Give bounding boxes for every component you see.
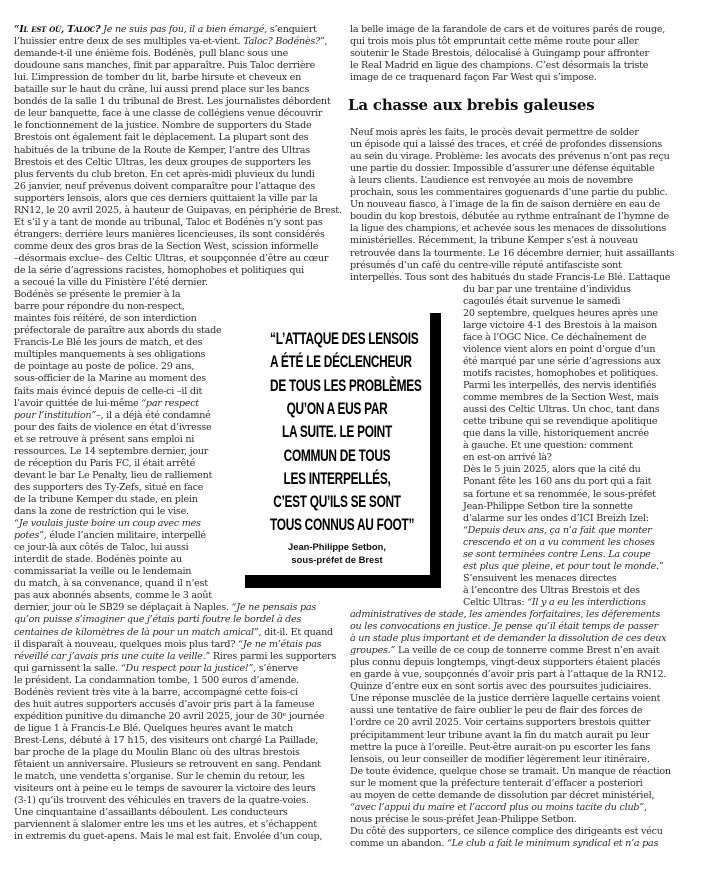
text-run: le fonctionnement de la justice. Nombre de supporters du Stade <box>14 120 312 132</box>
text-line <box>14 410 211 422</box>
text-line <box>14 373 206 385</box>
pull-quote-line: TOUS CONNUS AU FOOT” <box>270 516 415 535</box>
text-run: sous-officier de la Marine au moment des <box>14 373 206 385</box>
text-line <box>350 754 650 766</box>
text-run: doudoune sans manches, finit par apparaître. Puis Taloc derrière <box>14 60 316 72</box>
text-run: nous précise le sous-préfet Jean-Philippe Setbon. <box>350 813 577 825</box>
text-line <box>14 108 322 120</box>
text-run: Quinze d’entre eux en sont sortis avec des poursuites judiciaires. <box>350 681 652 693</box>
text-line <box>463 356 661 368</box>
text-run: et se retrouve à présent sans emploi ni <box>14 433 195 445</box>
text-line <box>14 36 327 48</box>
text-run: barre pour répondre du non-respect, <box>14 301 185 313</box>
text-run: –, il a déjà été condamné <box>96 409 211 421</box>
pull-quote-line: COMMUN DE TOUS <box>283 446 391 465</box>
text-run: la ligue des champions, et achevée sous les menaces de dissolutions <box>350 223 666 235</box>
text-run: étrangers: derrière leurs manières licencieuses, ils sont considérés <box>14 228 325 240</box>
italic-quote: “Le club a fait le minimum syndical et n’a pas <box>446 837 659 849</box>
text-run: face à l’OGC Nice. Ce déchaînement de <box>463 331 647 343</box>
text-run: de ligue 1 à Francis-Le Blé. Quelques heures avant le match <box>14 722 293 734</box>
text-run: expédition punitive du dimanche 20 avril 2025, jour de 30ᵉ journée <box>14 710 325 722</box>
text-run: large victoire 4-1 des Brestois à la maison <box>463 319 657 331</box>
text-run: image de ce traquenard façon Far West qui s’impose. <box>350 72 597 84</box>
italic-quote: qu’on puisse s’imaginer que j’étais parti foutre le bordel à des <box>14 614 302 626</box>
text-line <box>350 730 649 742</box>
text-run: qui garnissent la salle. <box>14 662 121 674</box>
text-run: sa fortune et sa renommée, le sous-préfet <box>463 488 656 500</box>
text-run: bondés de la salle 1 du tribunal de Brest. Les journalistes débordent <box>14 96 331 108</box>
text-run: une partie du dossier. Impossible d’assurer une défense équitable <box>350 163 655 175</box>
text-run: de leur banquette, face à une classe de collégiens venue découvrir <box>14 108 323 120</box>
text-run: du bar par une trentaine d’individus <box>463 283 631 295</box>
text-line <box>350 621 658 633</box>
text-run: cette tribune qui se revendique apolitique <box>463 416 658 428</box>
text-run: ministérielles. Récemment, la tribune Kemper s’est à nouveau <box>350 235 639 247</box>
text-run: à leurs clients. L’audience est renvoyée au mois de novembre <box>350 175 633 187</box>
text-run: Jean-Philippe Setbon tire la sonnette <box>463 500 633 512</box>
pull-quote-line: QU’ON A EUS PAR <box>286 399 388 418</box>
text-line <box>14 313 197 325</box>
text-run: interdit de stade. Bodénès pointe au <box>14 554 182 566</box>
text-line <box>14 675 299 687</box>
italic-quote: administratives de stade, les amendes forfaitaires, les déferements <box>350 609 661 620</box>
pull-quote-shadow-bottom <box>245 575 441 588</box>
text-run: préfectorale de paraître aux abords du stade <box>14 325 222 337</box>
text-line <box>14 831 322 843</box>
text-line <box>463 597 646 609</box>
italic-quote: crescendo et on a vu comment les choses <box>463 536 655 548</box>
text-line <box>350 151 670 163</box>
italic-quote: “Du respect pour la justice!” <box>120 662 254 674</box>
text-line <box>350 127 639 139</box>
text-run: S’ensuivent les menaces directes <box>463 572 617 584</box>
text-line <box>14 627 333 639</box>
text-run: le Real Madrid en ligue des champions. C’est désormais la triste <box>350 60 649 72</box>
text-line <box>14 398 199 410</box>
text-line <box>14 542 188 554</box>
text-run: 20 septembre, quelques heures après une <box>463 307 658 319</box>
text-line <box>463 404 659 416</box>
text-line <box>463 332 646 344</box>
text-line <box>350 838 658 850</box>
text-run: supporters lensois, alors que ces derniers quittaient la ville par la <box>14 192 318 204</box>
text-run: La veille de ce coup de tonnerre comme Brest n’en avait <box>395 645 660 657</box>
text-run: a secoué la ville du Finistère l’été dernier. <box>14 277 208 289</box>
text-line <box>350 609 660 621</box>
text-run: Du côté des supporters, ce silence complice des dirigeants est vécu <box>350 825 663 837</box>
italic-quote: “Depuis deux ans, ça n’a fait que monter <box>463 524 652 536</box>
text-line <box>463 428 649 440</box>
text-line <box>14 783 316 795</box>
text-run: des huit autres supporters accusés d’avoir pris part à la fameuse <box>14 698 315 710</box>
section-heading: La chasse aux brebis galeuses <box>348 96 595 114</box>
text-line <box>14 506 189 518</box>
text-run: des supporters des Ty-Zefs, situé en face <box>14 481 204 493</box>
text-line <box>463 561 663 573</box>
italic-quote: “Il y a eu les interdictions <box>527 596 646 608</box>
text-line <box>463 513 649 525</box>
text-run: , s’énerve <box>253 662 298 674</box>
text-run: in extremis du guet-apens. Mais le mal est fait. Envolée d’un coup, <box>14 831 323 843</box>
text-line <box>14 145 310 157</box>
text-line <box>350 60 648 72</box>
text-run: dernier, jour où le SB29 se déplaçait à Naples. <box>14 602 232 614</box>
text-run: multiples manquements à ses obligations <box>14 349 206 361</box>
italic-quote: potes” <box>14 530 44 542</box>
text-run: Dès le 5 juin 2025, alors que la cité du <box>463 464 641 476</box>
text-line <box>350 187 668 199</box>
text-line <box>463 320 657 332</box>
text-line <box>350 693 660 705</box>
text-run: qui trois mois plus tôt empruntait cette même route pour aller <box>350 36 639 48</box>
text-line <box>14 458 195 470</box>
text-line <box>463 573 617 585</box>
text-line <box>463 464 641 476</box>
text-run: De toute évidence, quelque chose se tramait. Un manque de réaction <box>350 765 671 777</box>
text-run: aussi une tentative de faire oublier le peu de flair des forces de <box>350 705 643 717</box>
text-run: lensois, ou leur conseiller de modifier légèrement leur itinéraire. <box>350 753 650 765</box>
text-line <box>14 687 298 699</box>
text-line <box>350 814 577 826</box>
text-run: fêtaient un anniversaire. Plusieurs se retrouvent en sang. Pendant <box>14 759 321 771</box>
text-line <box>14 446 208 458</box>
text-line <box>14 663 298 675</box>
text-line <box>14 518 201 530</box>
text-run: bataille sur le haut du crâne, lui aussi prend place sur les bancs <box>14 84 310 96</box>
text-line <box>14 72 301 84</box>
text-line <box>14 265 304 277</box>
text-run: , élude l’ancien militaire, interpellé <box>43 530 206 542</box>
text-run: été marqué par une série d’agressions aux <box>463 355 661 367</box>
text-line <box>14 96 330 108</box>
text-run: interpellés. Tous sont des habitués du stade Francis-Le Blé. L’attaque <box>350 271 671 283</box>
italic-quote: “Je ne m’étais pas <box>238 638 322 650</box>
text-line <box>14 699 314 711</box>
text-line <box>463 452 552 464</box>
text-line <box>14 711 324 723</box>
text-line <box>350 48 649 60</box>
text-run: de la série d’agressions racistes, homophobes et politiques qui <box>14 265 304 276</box>
text-run: du match, à sa convenance, quand il n’est <box>14 578 208 590</box>
text-run: présumés d’un café du centre-ville réputé antifasciste sont <box>350 259 622 271</box>
text-line <box>350 72 597 84</box>
text-line <box>350 175 633 187</box>
text-line <box>463 549 651 561</box>
text-run: à gauche. Et une question: comment <box>463 440 633 452</box>
text-run: Francis-Le Blé les jours de match, et des <box>14 337 203 349</box>
text-line <box>463 501 633 513</box>
text-line <box>14 530 206 542</box>
text-line <box>350 235 638 247</box>
text-run: (3-1) qu’ils trouvent des véhicules en travers de la quatre-voies. <box>14 795 309 807</box>
pull-quote-line: A ÉTÉ LE DÉCLENCHEUR <box>270 353 412 372</box>
text-line <box>14 217 323 229</box>
text-run: Bodénès revient très vite à la barre, accompagné cette fois-ci <box>14 686 298 698</box>
text-line <box>14 169 315 181</box>
text-run: devant le bar Le Penalty, lieu de ralliement <box>14 469 213 481</box>
text-line <box>463 476 651 488</box>
text-run: prochain, sous les commentaires goguenards d’une partie du public. <box>350 187 668 199</box>
italic-quote: “par respect <box>141 397 199 409</box>
text-line <box>463 392 659 404</box>
text-run: Une cinquantaine d’assaillants déboulent. Les conducteurs <box>14 807 288 819</box>
text-run: précipitamment leur tribune avant la fin du match aurait pu leur <box>350 729 650 741</box>
text-line <box>14 24 317 36</box>
text-run: lui. L’impression de tomber du lit, barbe hirsute et cheveux en <box>14 72 302 84</box>
text-run: d’alarme sur les ondes d’ICI Breizh Izel: <box>463 512 649 524</box>
text-line <box>14 747 300 759</box>
text-run: comme un abandon. <box>350 837 447 849</box>
text-run: sur le moment que la préfecture tenterait d’effacer a posteriori <box>350 777 643 789</box>
text-line <box>14 759 321 771</box>
italic-quote: est plus que pleine, et pour tout le monde.” <box>463 560 664 572</box>
text-line <box>463 416 657 428</box>
italic-quote: groupes.” <box>350 645 396 657</box>
text-line <box>14 795 309 807</box>
text-run: Un nouveau fiasco, à l’image de la fin de saison dernière en eau de <box>350 199 660 211</box>
text-run: parviennent à slalomer entre les uns et les autres, et s’échappent <box>14 819 317 831</box>
pull-quote-shadow-right <box>430 313 441 588</box>
text-run: de pointage au poste de police. 29 ans, <box>14 361 195 373</box>
text-line <box>14 554 182 566</box>
text-line <box>14 84 309 96</box>
text-line <box>14 289 180 301</box>
text-line <box>350 645 659 657</box>
text-run: Brest-Lens, débuté à 17 h15, des visiteurs ont chargé La Paillade, <box>14 734 319 746</box>
text-run: comme deux des gros bras de la Section West, scission informelle <box>14 240 319 252</box>
text-run: –désormais exclue– des Celtic Ultras, et soupçonnée d’être au cœur <box>14 252 329 264</box>
text-line <box>350 199 660 211</box>
text-line <box>14 771 305 783</box>
text-line <box>463 440 633 452</box>
text-line <box>350 802 647 814</box>
text-run: Brestois ont également fait le déplacement. La plupart sont des <box>14 132 309 144</box>
text-line <box>14 205 342 217</box>
text-line <box>14 241 318 253</box>
text-run: mettre la puce à l’oreille. Peut-être aurait-on pu escorter les fans <box>350 741 651 753</box>
text-line <box>14 277 208 289</box>
italic-quote: pour l’institution” <box>14 409 97 421</box>
text-line <box>350 717 650 729</box>
pull-quote-line: C’EST QU’ILS SE SONT <box>273 493 401 512</box>
text-run: habitués de la tribune de la Route de Kemper, l’antre des Ultras <box>14 144 310 156</box>
text-run: en est-on arrivé là? <box>463 452 552 464</box>
text-line <box>350 139 662 151</box>
text-line <box>14 349 205 361</box>
text-line <box>463 585 640 597</box>
text-run: à l’encontre des Ultras Brestois et des <box>463 584 640 596</box>
text-line <box>14 566 191 578</box>
text-line <box>14 253 328 265</box>
text-line <box>14 422 211 434</box>
text-line <box>14 337 202 349</box>
text-line <box>14 229 325 241</box>
text-run: le président. La condamnation tombe, 1 500 euros d’amende. <box>14 674 299 686</box>
text-line <box>463 284 631 296</box>
text-line <box>14 434 194 446</box>
text-line <box>350 633 666 645</box>
text-line <box>350 36 638 48</box>
text-line <box>14 60 315 72</box>
italic-quote: centaines de kilomètres de là pour un match amical” <box>14 626 259 638</box>
pull-quote-attribution-title: sous-préfet de Brest <box>291 554 383 565</box>
text-line <box>14 361 194 373</box>
text-run: plus fervents du club breton. En cet après-midi pluvieux du lundi <box>14 168 315 180</box>
text-line <box>350 766 671 778</box>
text-run: faits mais évincé depuis de celle-ci –il dit <box>14 385 203 397</box>
italic-quote: ou les convocations en justice. Je pense qu’il était temps de passer <box>350 621 658 633</box>
text-run: dans la zone de restriction qui le vise. <box>14 506 189 517</box>
pull-quote-line: LA SUITE. LE POINT <box>282 423 392 442</box>
text-line <box>14 602 316 614</box>
text-run: Neuf mois après les faits, le procès devait permettre de solder <box>350 127 639 138</box>
text-run: , <box>643 801 647 813</box>
text-line <box>14 48 288 60</box>
text-line <box>463 489 656 501</box>
text-line <box>350 211 669 223</box>
italic-quote: “avec l’appui du maire et l’accord plus ou moins tacite du club” <box>350 801 644 813</box>
text-line <box>350 705 642 717</box>
italic-quote: à un stade plus important et de demander la dissolution de ces deux <box>350 633 667 645</box>
text-run: retrouvée dans la tourmente. Le 16 décembre dernier, huit assaillants <box>350 247 675 259</box>
text-run: maintes fois réitéré, de son interdiction <box>14 313 197 325</box>
text-line <box>350 778 643 790</box>
text-line <box>14 325 221 337</box>
text-run: demande-t-il une énième fois. Bodénès, pull blanc sous une <box>14 48 289 60</box>
text-line <box>350 826 663 838</box>
text-run: l’avoir quittée de lui-même <box>14 397 142 409</box>
text-run: , dit-il. Et quand <box>258 626 333 638</box>
text-line <box>14 614 301 626</box>
text-line <box>350 163 654 175</box>
text-line <box>350 669 666 681</box>
text-line <box>350 742 650 754</box>
italic-quote: Taloc? Bodénès?” <box>243 36 325 48</box>
text-line <box>463 344 655 356</box>
text-run: au sein du virage. Problème: les avocats des prévenus n’ont pas reçu <box>350 151 670 163</box>
text-line <box>14 470 212 482</box>
text-line <box>14 590 212 602</box>
text-line <box>350 223 666 235</box>
text-line <box>350 260 622 272</box>
text-line <box>14 482 203 494</box>
text-line <box>463 308 658 320</box>
text-run: visiteurs ont à peine eu le temps de savourer la victoire des leurs <box>14 783 316 795</box>
text-run: ce jour-là aux côtés de Taloc, lui aussi <box>14 542 189 554</box>
pull-quote-line: “L’ATTAQUE DES LENSOIS <box>270 330 419 348</box>
text-run: pas aux abonnés absents, comme le 3 août <box>14 590 212 602</box>
text-run: Bodénès se présente le premier à la <box>14 289 181 301</box>
text-run: comme membres de la Section West, mais <box>463 392 659 404</box>
text-run: Une réponse musclée de la justice derrière laquelle certains voient <box>350 693 661 705</box>
text-run: bar proche de la plage du Moulin Blanc où des ultras brestois <box>14 747 300 758</box>
text-line <box>463 368 658 380</box>
text-line <box>463 525 652 537</box>
text-line <box>350 790 654 802</box>
lede-opening: “Il est où, Taloc? <box>14 24 101 35</box>
text-line <box>14 735 318 747</box>
text-run: plus connu depuis longtemps, vingt-deux supporters étaient placés <box>350 657 661 669</box>
text-line <box>14 193 318 205</box>
text-run: Ponant fête les 160 ans du port qui a fait <box>463 476 652 488</box>
text-line <box>463 537 655 549</box>
text-run: aussi des Celtic Ultras. Un choc, tant dans <box>463 404 660 416</box>
text-line <box>14 807 288 819</box>
text-run: Parmi les interpellés, des nervis identifiés <box>463 380 657 392</box>
text-line <box>14 181 315 193</box>
text-run: il disparaît à nouveau, quelques mois plus tard? <box>14 638 239 650</box>
text-run: Celtic Ultras: <box>463 596 528 608</box>
text-run: RN12, le 20 avril 2025, à hauteur de Guipavas, en périphérie de Brest. <box>14 204 342 216</box>
text-line <box>14 578 208 590</box>
text-line <box>463 296 620 308</box>
text-line <box>14 301 185 313</box>
text-run: Rires parmi les supporters <box>210 650 337 662</box>
text-run: de la tribune Kemper du stade, en plein <box>14 493 198 505</box>
text-run: un épisode qui a laissé des traces, et créé de profondes dissensions <box>350 139 662 151</box>
text-run: en garde à vue, soupçonnés d’avoir pris part à l’attaque de la RN12. <box>350 669 667 681</box>
text-run: boudin du kop brestois, débutée au rythme entraînant de l’hymne de <box>350 211 669 223</box>
text-run: Brestois et des Celtic Ultras, les deux groupes de supporters les <box>14 156 311 168</box>
text-line <box>14 639 321 651</box>
text-run: de réception du Paris FC, il était arrêté <box>14 457 196 469</box>
text-run: la belle image de la farandole de cars et de voitures parés de rouge, <box>350 24 666 35</box>
text-line <box>14 651 336 663</box>
text-line <box>14 120 311 132</box>
text-line <box>350 272 670 284</box>
text-run: le match, une vendetta s’organise. Sur le chemin du retour, les <box>14 771 305 783</box>
text-run: commissariat la veille ou le lendemain <box>14 566 192 578</box>
text-run: l’ordre ce 20 avril 2025. Voir certains supporters brestois quitter <box>350 717 651 729</box>
text-line <box>14 386 202 398</box>
italic-quote: réveillé car j’avais pris une cuite la veille.” <box>14 650 211 662</box>
text-run: que dans la ville, historiquement ancrée <box>463 428 649 440</box>
text-run: , s’enquiert <box>264 24 317 35</box>
text-line <box>350 248 674 260</box>
italic-quote: se sont terminées contre Lens. La coupe <box>463 548 651 560</box>
text-run: l’huissier entre deux de ses multiples va-et-vient. <box>14 36 244 48</box>
text-line <box>14 723 293 735</box>
text-run: motifs racistes, homophobes et politiques. <box>463 368 659 379</box>
text-line <box>14 819 317 831</box>
italic-quote: Je ne suis pas fou, il a bien émargé <box>100 24 265 35</box>
text-line <box>14 132 308 144</box>
text-line <box>350 681 651 693</box>
text-line <box>14 494 198 506</box>
text-run: soutenir le Stade Brestois, délocalisé à Guingamp pour affronter <box>350 48 649 60</box>
pull-quote-line: DE TOUS LES PROBLÈMES <box>270 376 422 395</box>
text-run: au moyen de cette demande de dissolution par décret ministériel, <box>350 789 655 801</box>
text-run: , <box>324 36 328 48</box>
italic-quote: “Je voulais juste boire un coup avec mes <box>14 518 201 530</box>
text-line <box>350 657 660 669</box>
text-line <box>350 24 665 36</box>
pull-quote-line: LES INTERPELLÉS, <box>283 469 391 488</box>
italic-quote: “Je ne pensais pas <box>231 602 317 614</box>
text-run: cagoulés était survenue le samedi <box>463 295 621 307</box>
text-run: violence vient alors en point d’orgue d’un <box>463 343 656 355</box>
pull-quote-attribution-name: Jean-Philippe Setbon, <box>288 541 386 552</box>
text-run: Et s’il y a tant de monde au tribunal, Taloc et Bodénès n’y sont pas <box>14 216 323 228</box>
text-line <box>14 157 311 169</box>
text-line <box>463 380 656 392</box>
text-run: 26 janvier, neuf prévenus doivent comparaître pour l’attaque des <box>14 180 316 192</box>
text-run: pour des faits de violence en état d’ivresse <box>14 421 212 433</box>
text-run: ressources. Le 14 septembre dernier, jour <box>14 445 209 457</box>
